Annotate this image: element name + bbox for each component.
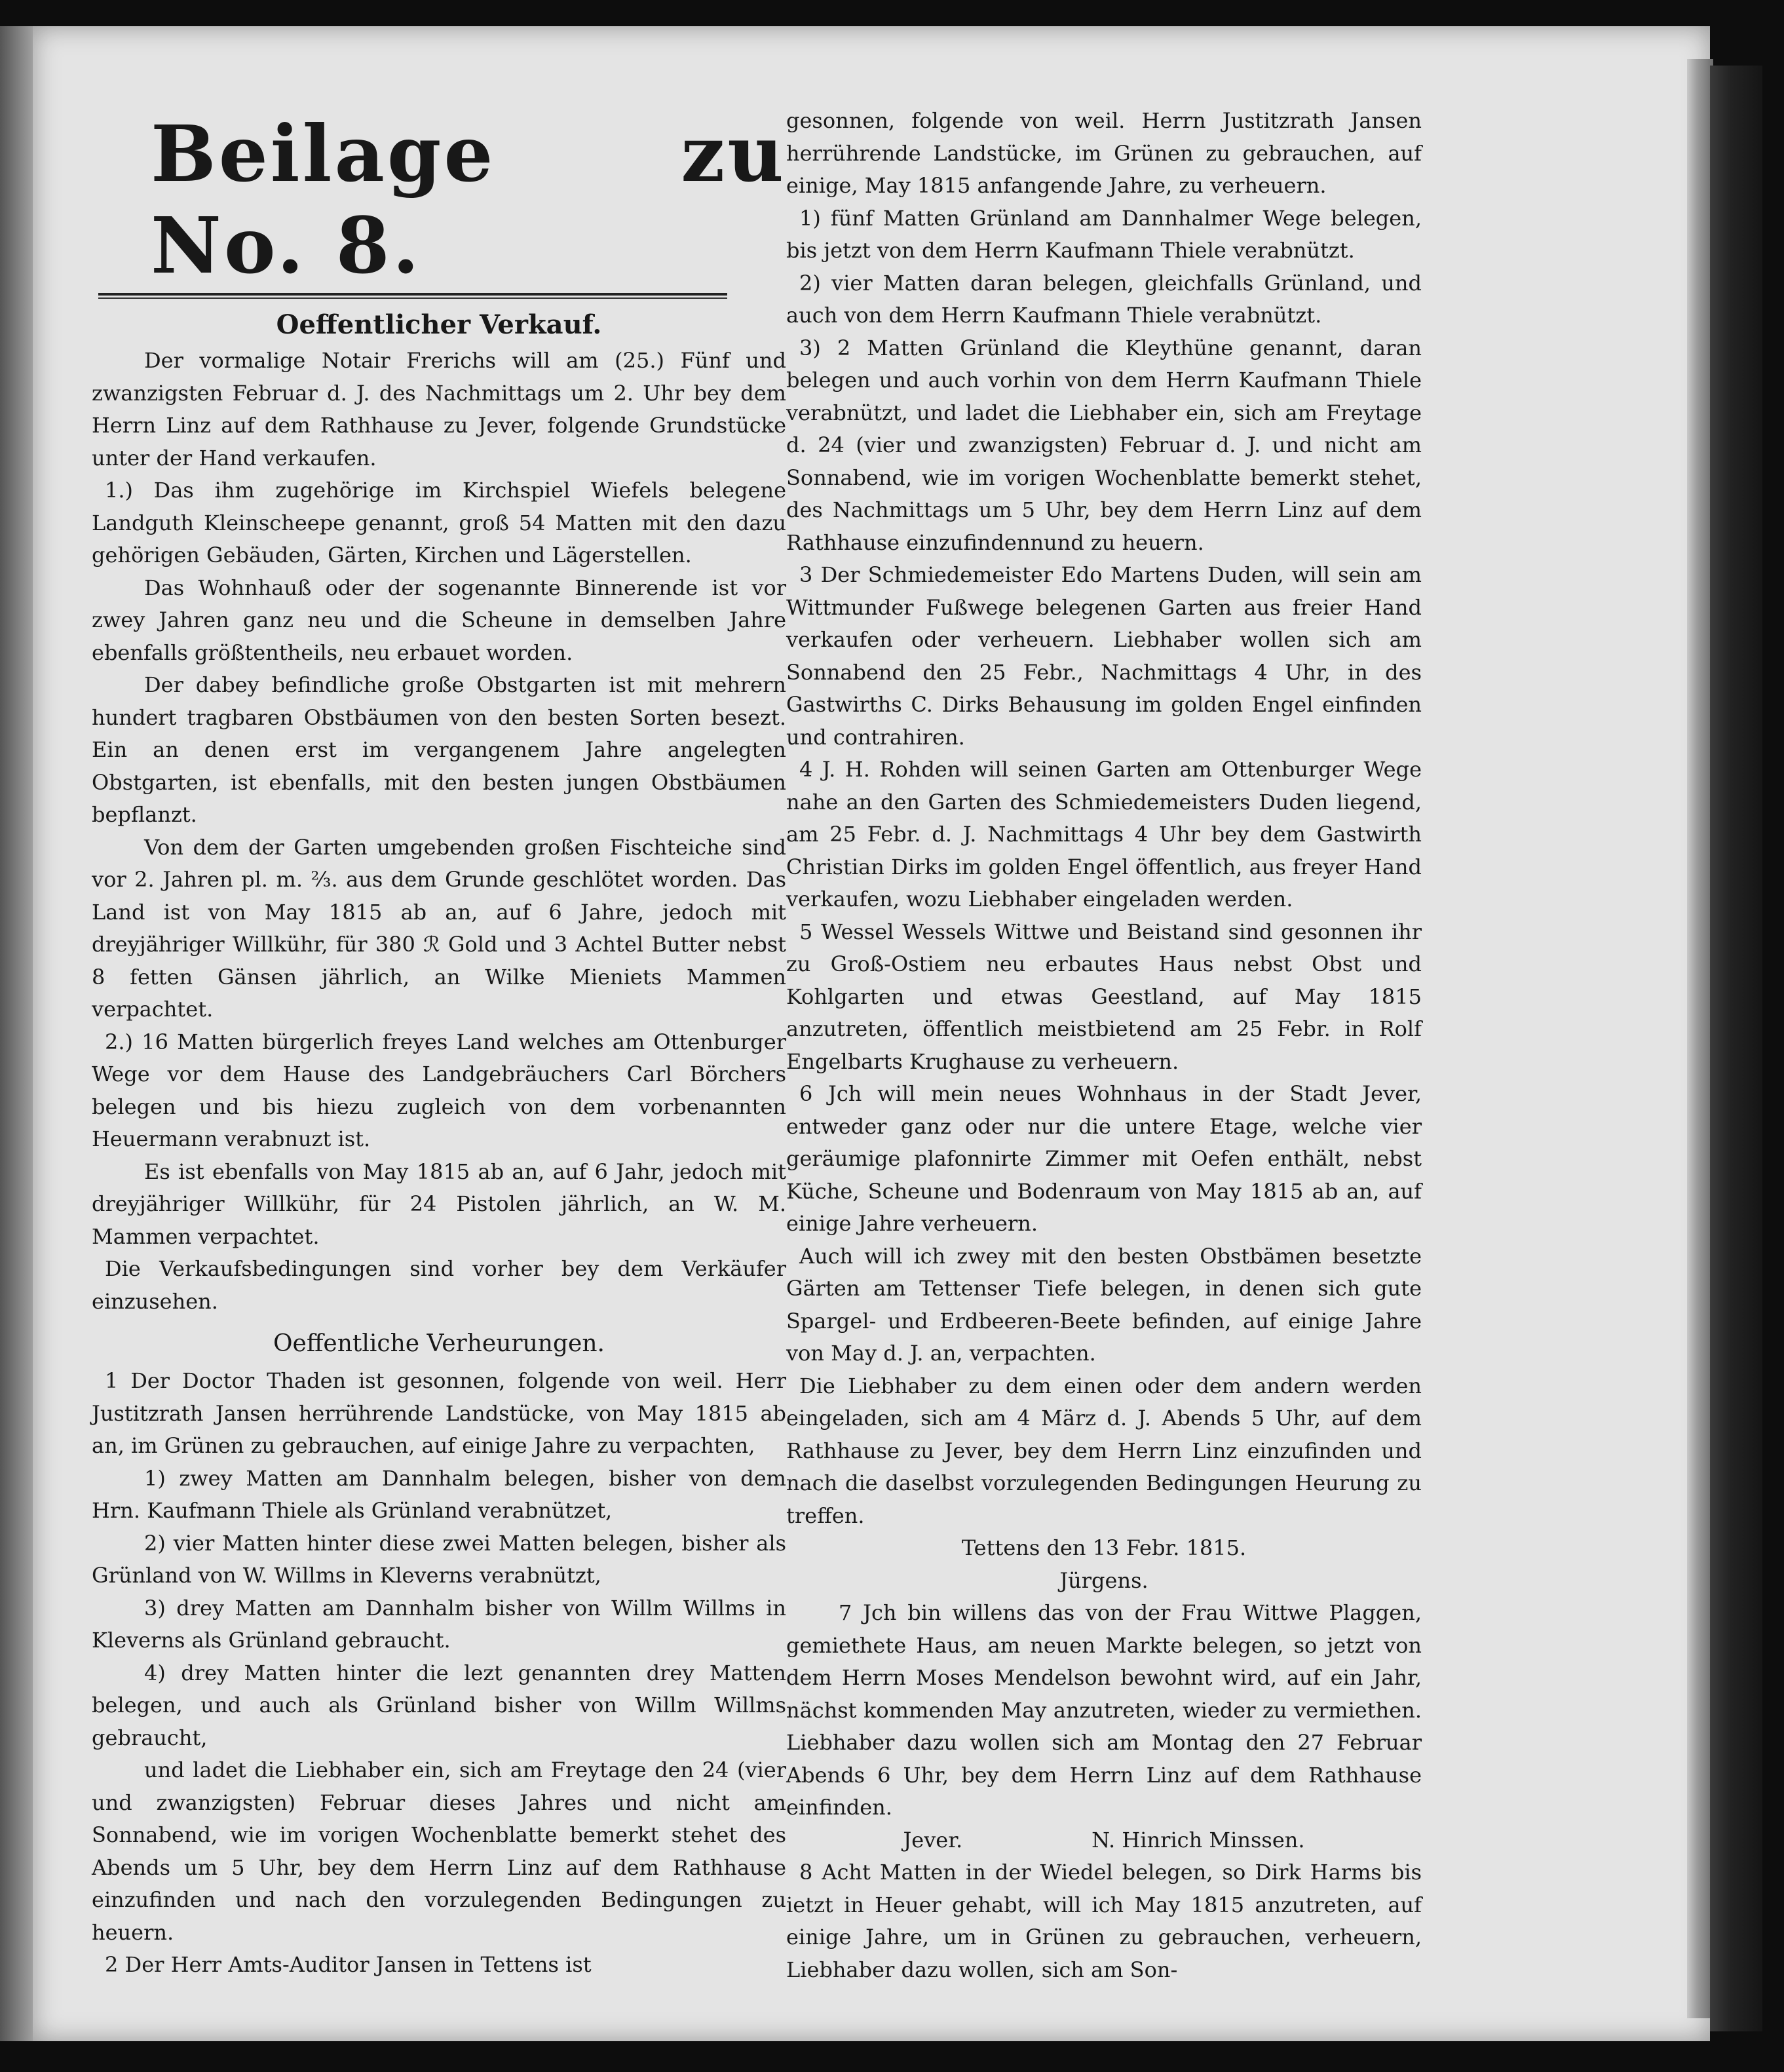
page-edge xyxy=(1687,59,1713,2018)
paragraph: 3 Der Schmiedemeister Edo Martens Duden, will sein am Wittmunder Fußwege belegenen Garten aus freier Hand verkaufen oder verheuern. Liebhaber wollen sich am Sonnabend den 25 Febr., Nachmittags 4 Uhr, in des Gastwirths C. Dirks Behausung im golden Engel einfinden und contrahiren. xyxy=(786,562,1422,750)
paragraph: Auch will ich zwey mit den besten Obstbämen besetzte Gärten am Tettenser Tiefe belegen, in denen sich gute Spargel- und Erdbeeren-Beete befinden, auf einige Jahre von May d. J. an, verpachten. xyxy=(786,1243,1422,1366)
paragraph: 1) fünf Matten Grünland am Dannhalmer Wege belegen, bis jetzt von dem Herrn Kaufmann Thiele verabnützt. xyxy=(786,205,1422,263)
left-column xyxy=(92,0,786,1982)
right-column xyxy=(786,105,1422,1986)
paragraph: Der vormalige Notair Frerichs will am (25.) Fünf und zwanzigsten Februar d. J. des Nachmittags um 2. Uhr bey dem Herrn Linz auf dem Rathhause zu Jever, folgende Grundstücke unter der Hand verkaufen. xyxy=(92,348,786,470)
paragraph: Der dabey befindliche große Obstgarten ist mit mehrern hundert tragbaren Obstbäumen von den besten Sorten besezt. Ein an denen erst im vergangenem Jahre angelegten Obstgarten, ist ebenfalls, mit den besten jungen Obstbäumen bepflanzt. xyxy=(92,672,786,827)
paragraph: 1) zwey Matten am Dannhalm belegen, bisher von dem Hrn. Kaufmann Thiele als Grünland verabnützet, xyxy=(92,1465,786,1523)
book-spine xyxy=(1710,66,1762,2031)
paragraph: 2) vier Matten daran belegen, gleichfalls Grünland, und auch von dem Herrn Kaufmann Thiele verabnützt. xyxy=(786,270,1422,328)
paragraph: 3) drey Matten am Dannhalm bisher von Willm Willms in Kleverns als Grünland gebraucht. xyxy=(92,1595,786,1653)
paragraph: 1 Der Doctor Thaden ist gesonnen, folgende von weil. Herr Justitzrath Jansen herrührende Landstücke, von May 1815 ab an, im Grünen zu gebrauchen, auf einige Jahre zu verpachten, xyxy=(92,1368,786,1458)
paragraph: Es ist ebenfalls von May 1815 ab an, auf 6 Jahr, jedoch mit dreyjähriger Willkühr, für 24 Pistolen jährlich, an W. M. Mammen verpachtet. xyxy=(92,1159,786,1249)
signature-line xyxy=(786,1824,1422,1857)
paragraph: Von dem der Garten umgebenden großen Fischteiche sind vor 2. Jahren pl. m. ⅔. aus dem Grunde geschlötet worden. Das Land ist von May 1815 ab an, auf 6 Jahre, jedoch mit dreyjähriger Willkühr, für 380 ℛ Gold und 3 Achtel Butter nebst 8 fetten Gänsen jährlich, an Wilke Mieniets Mammen verpachtet. xyxy=(92,834,786,1022)
paragraph: Die Liebhaber zu dem einen oder dem andern werden eingeladen, sich am 4 März d. J. Abends 5 Uhr, auf dem Rathhause zu Jever, bey dem Herrn Linz einzufinden und nach die daselbst vorzulegenden Bedingungen Heurung zu treffen. xyxy=(786,1373,1422,1528)
dateline: Tettens den 13 Febr. 1815. xyxy=(961,1535,1247,1560)
paragraph: 3) 2 Matten Grünland die Kleythüne genannt, daran belegen und auch vorhin von dem Herrn Kaufmann Thiele verabnützt, und ladet die Liebhaber ein, sich am Freytage d. 24 (vier und zwanzigsten) Februar d. J. und nicht am Sonnabend, wie im vorigen Wochenblatte bemerkt stehet, des Nachmittags um 5 Uhr, bey dem Herrn Linz auf dem Rathhause einzufindennund zu heuern. xyxy=(786,335,1422,555)
masthead-title: Beilage zu No. 8. xyxy=(151,108,786,291)
heading-public-sale: Oeffentlicher Verkauf. xyxy=(276,309,602,340)
paragraph: 2) vier Matten hinter diese zwei Matten belegen, bisher als Grünland von W. Willms in Kleverns verabnützt, xyxy=(92,1530,786,1588)
heading-public-leases: Oeffentliche Verheurungen. xyxy=(273,1330,605,1357)
masthead-rule xyxy=(98,293,727,299)
paragraph: 7 Jch bin willens das von der Frau Wittwe Plaggen, gemiethete Haus, am neuen Markte belegen, so jetzt von dem Herrn Moses Mendelson bewohnt wird, auf ein Jahr, nächst kommenden May anzutreten, wieder zu vermiethen. Liebhaber dazu wollen sich am Montag den 27 Februar Abends 6 Uhr, bey dem Herrn Linz auf dem Rathhause einfinden. xyxy=(786,1600,1422,1820)
signature: Jürgens. xyxy=(1059,1567,1148,1593)
paragraph: 2.) 16 Matten bürgerlich freyes Land welches am Ottenburger Wege vor dem Hause des Landgebräuchers Carl Börchers belegen und bis hiezu zugleich von dem vorbenannten Heuermann verabnuzt ist. xyxy=(92,1029,786,1151)
signature-place: Jever. xyxy=(903,1827,963,1852)
paragraph: Das Wohnhauß oder der sogenannte Binnerende ist vor zwey Jahren ganz neu und die Scheune in demselben Jahre ebenfalls größtentheils, neu erbauet worden. xyxy=(92,575,786,665)
paragraph: 6 Jch will mein neues Wohnhaus in der Stadt Jever, entweder ganz oder nur die untere Etage, welche vier geräumige plafonnirte Zimmer mit Oefen enthält, nebst Küche, Scheune und Bodenraum von May 1815 ab an, auf einige Jahre verheuern. xyxy=(786,1081,1422,1236)
paragraph: 8 Acht Matten in der Wiedel belegen, so Dirk Harms bis ietzt in Heuer gehabt, will ich May 1815 anzutreten, auf einige Jahre, um in Grünen zu gebrauchen, verheuern, Liebhaber dazu wollen, sich am Son- xyxy=(786,1860,1422,1982)
signature: N. Hinrich Minssen. xyxy=(1091,1827,1305,1852)
paragraph: 1.) Das ihm zugehörige im Kirchspiel Wiefels belegene Landguth Kleinscheepe genannt, groß 54 Matten mit den dazu gehörigen Gebäuden, Gärten, Kirchen und Lägerstellen. xyxy=(92,478,786,567)
paragraph: 2 Der Herr Amts-Auditor Jansen in Tettens ist xyxy=(105,1952,592,1977)
paragraph: Die Verkaufsbedingungen sind vorher bey dem Verkäufer einzusehen. xyxy=(92,1256,786,1314)
paragraph: 5 Wessel Wessels Wittwe und Beistand sind gesonnen ihr zu Groß-Ostiem neu erbautes Haus nebst Obst und Kohlgarten und etwas Geestland, auf May 1815 anzutreten, öffentlich meistbietend am 25 Febr. in Rolf Engelbarts Krughause zu verheuern. xyxy=(786,919,1422,1074)
paragraph: 4) drey Matten hinter die lezt genannten drey Matten belegen, und auch als Grünland bisher von Willm Willms gebraucht, xyxy=(92,1660,786,1750)
paragraph: gesonnen, folgende von weil. Herrn Justitzrath Jansen herrührende Landstücke, im Grünen zu gebrauchen, auf einige, May 1815 anfangende Jahre, zu verheuern. xyxy=(786,108,1422,198)
paragraph: 4 J. H. Rohden will seinen Garten am Ottenburger Wege nahe an den Garten des Schmiedemeisters Duden liegend, am 25 Febr. d. J. Nachmittags 4 Uhr bey dem Gastwirth Christian Dirks im golden Engel öffentlich, aus freyer Hand verkaufen, wozu Liebhaber eingeladen werden. xyxy=(786,757,1422,911)
paragraph: und ladet die Liebhaber ein, sich am Freytage den 24 (vier und zwanzigsten) Februar dieses Jahres und nicht am Sonnabend, wie im vorigen Wochenblatte bemerkt stehet des Abends um 5 Uhr, bey dem Herrn Linz auf dem Rathhause einzufinden und nach den vorzulegenden Bedingungen zu heuern. xyxy=(92,1757,786,1945)
